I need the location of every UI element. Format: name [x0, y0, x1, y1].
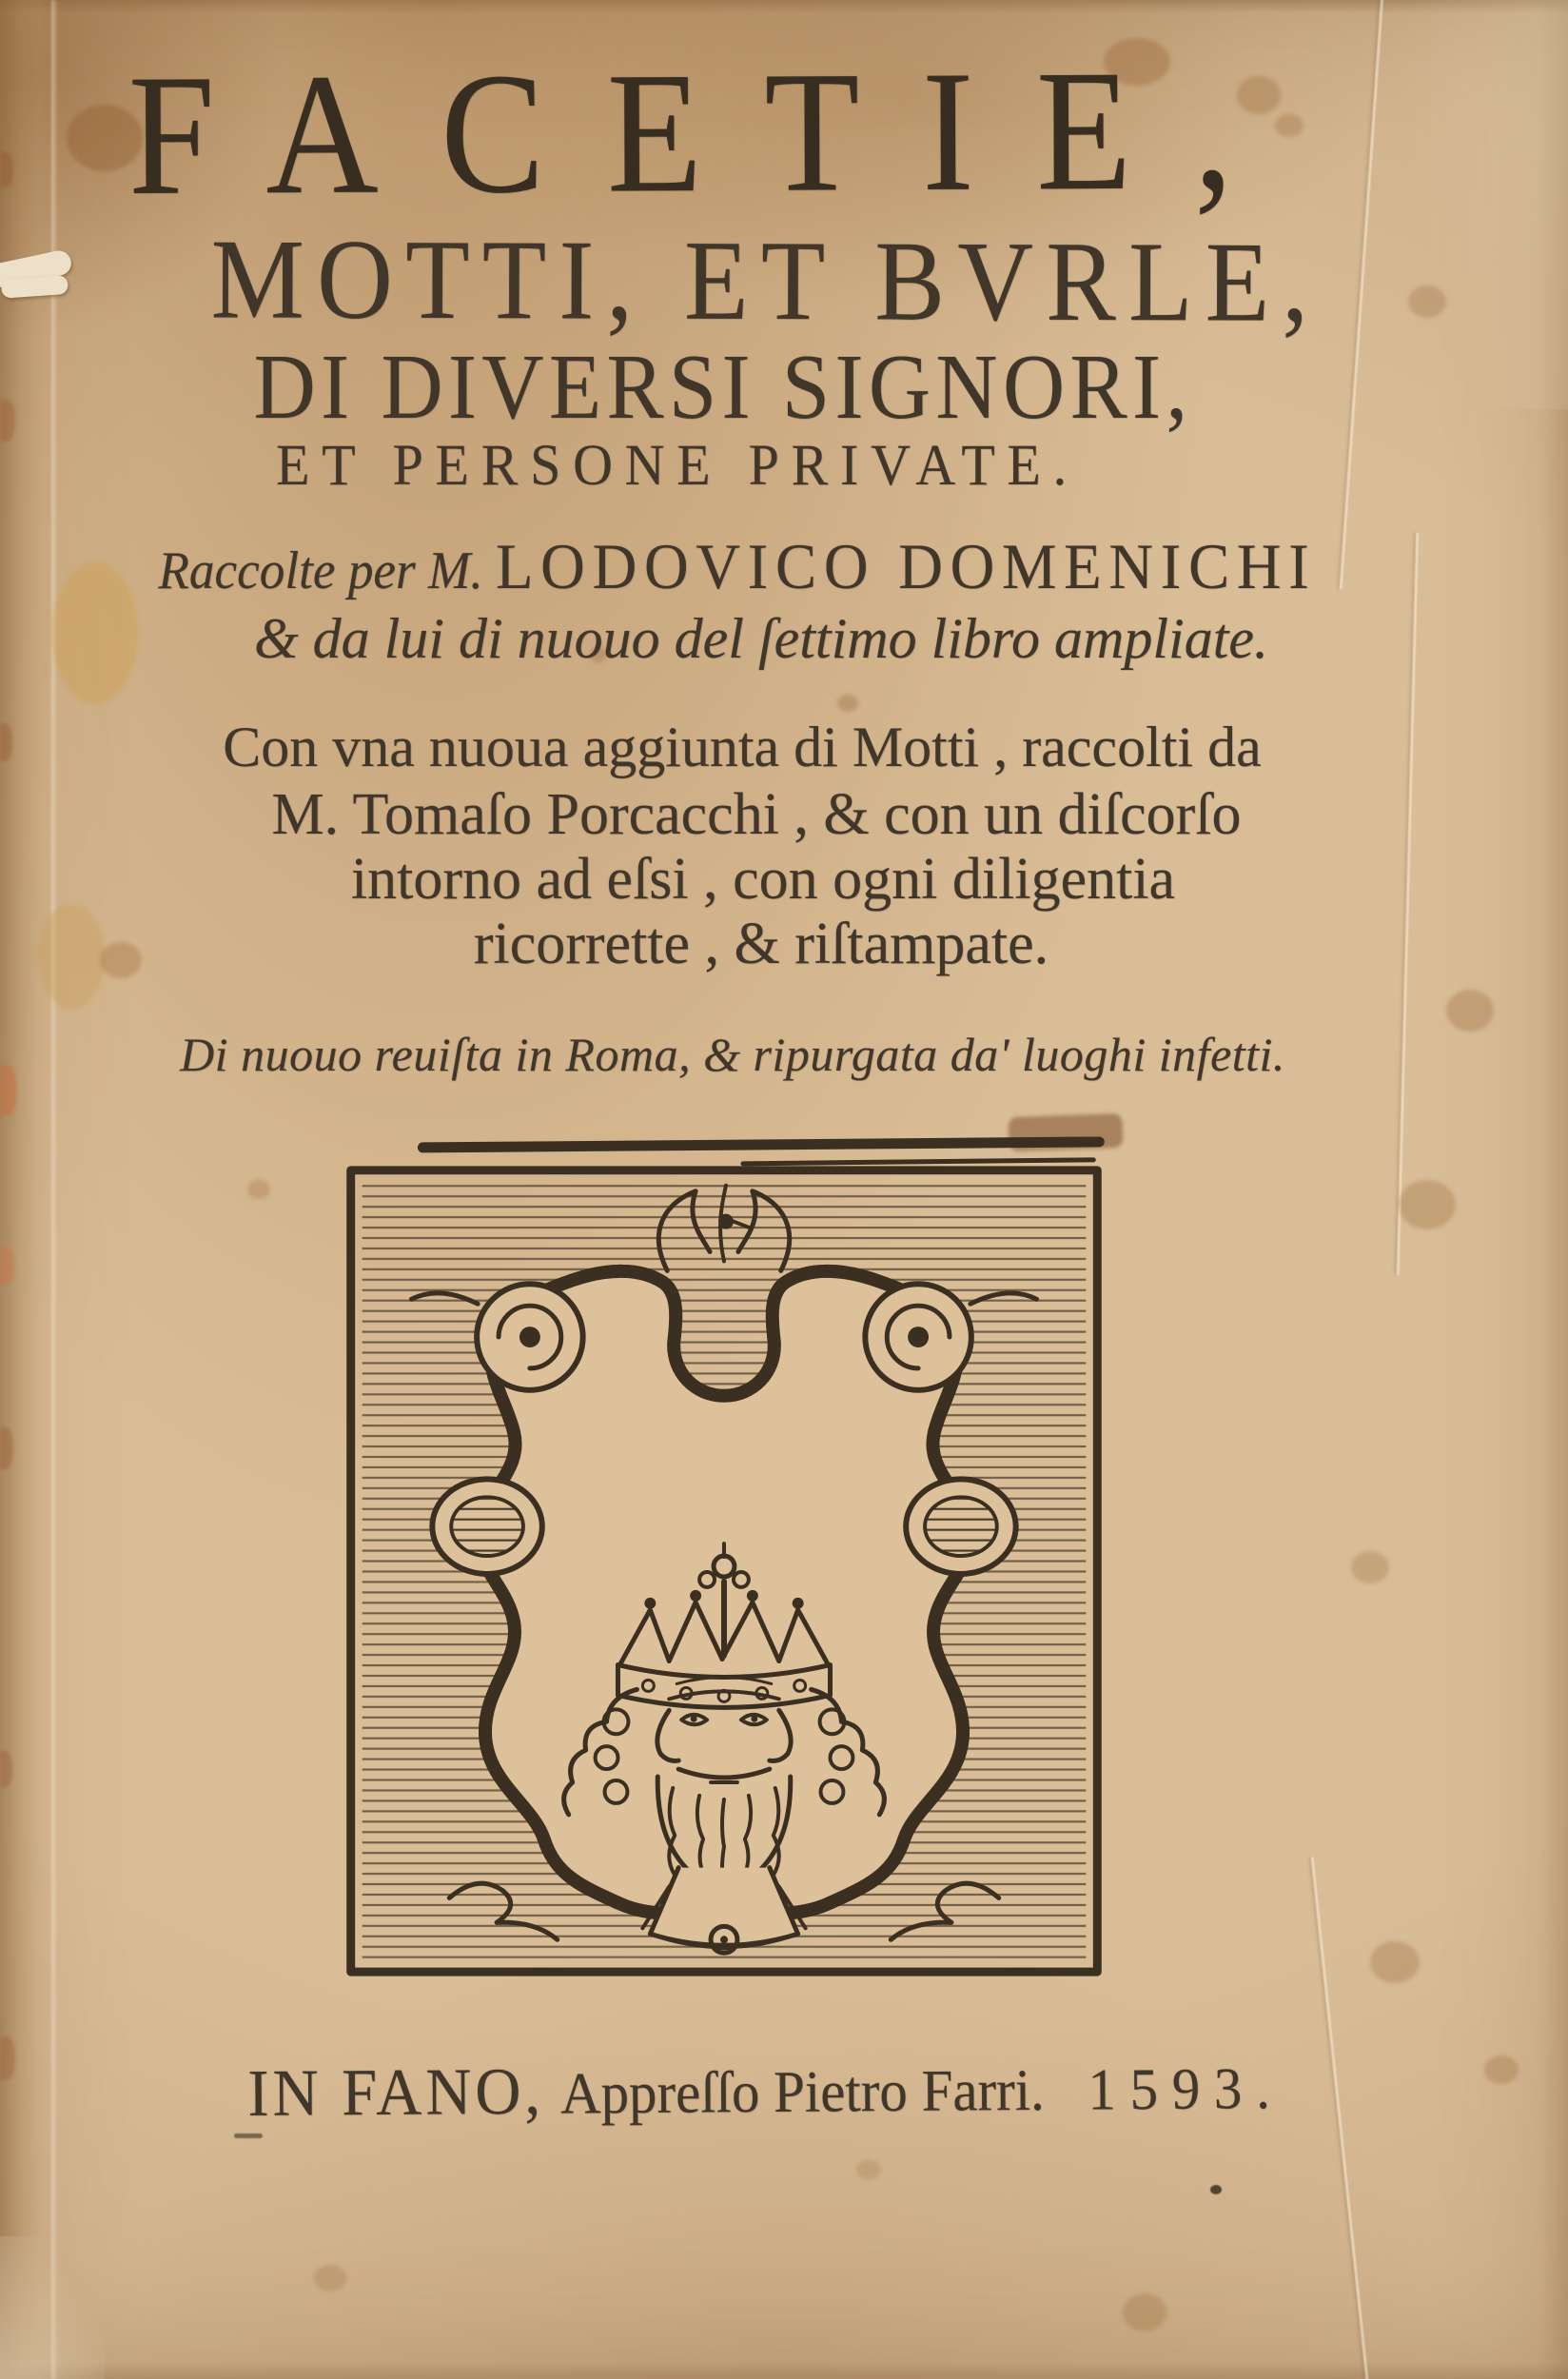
byline-author-name: LODOVICO DOMENICHI: [495, 530, 1317, 602]
imprint-year: 1593.: [1088, 2055, 1284, 2123]
janus-woodcut-illustration: [335, 1129, 1113, 2000]
imprint-publisher: Appreſſo Pietro Farri.: [559, 2057, 1046, 2127]
addition-line-4: ricorrette , & riſtampate.: [473, 912, 1049, 976]
title-line-3: DI DIVERSI SIGNORI,: [253, 336, 1193, 439]
imprint-place: IN FANO,: [247, 2055, 545, 2132]
imprint-line: [79, 2051, 1453, 2131]
byline-line-2: & da lui di nuouo del ſettimo libro ampliate.: [253, 607, 1269, 670]
printer-device-emblem: [335, 1129, 1113, 2000]
byline-collector-intro: Raccolte per M.: [158, 541, 483, 600]
addition-line-1: Con vna nuoua aggiunta di Motti , raccolti da: [223, 716, 1262, 778]
censorship-note: Di nuouo reuiſta in Roma, & ripurgata da' luoghi infetti.: [180, 1028, 1285, 1081]
title-line-4: ET PERSONE PRIVATE.: [276, 434, 1079, 498]
title-line-2: MOTTI, ET BVRLE,: [210, 215, 1322, 345]
binding-edge: [0, 0, 55, 2379]
torn-corner: [0, 2236, 105, 2379]
byline-line-1: [50, 530, 1424, 602]
addition-line-2: M. Tomaſo Porcacchi , & con un diſcorſo: [271, 782, 1242, 847]
addition-line-3: intorno ad eſsi , con ogni diligentia: [350, 847, 1176, 912]
title-line-1: FACETIE,: [127, 34, 1296, 231]
